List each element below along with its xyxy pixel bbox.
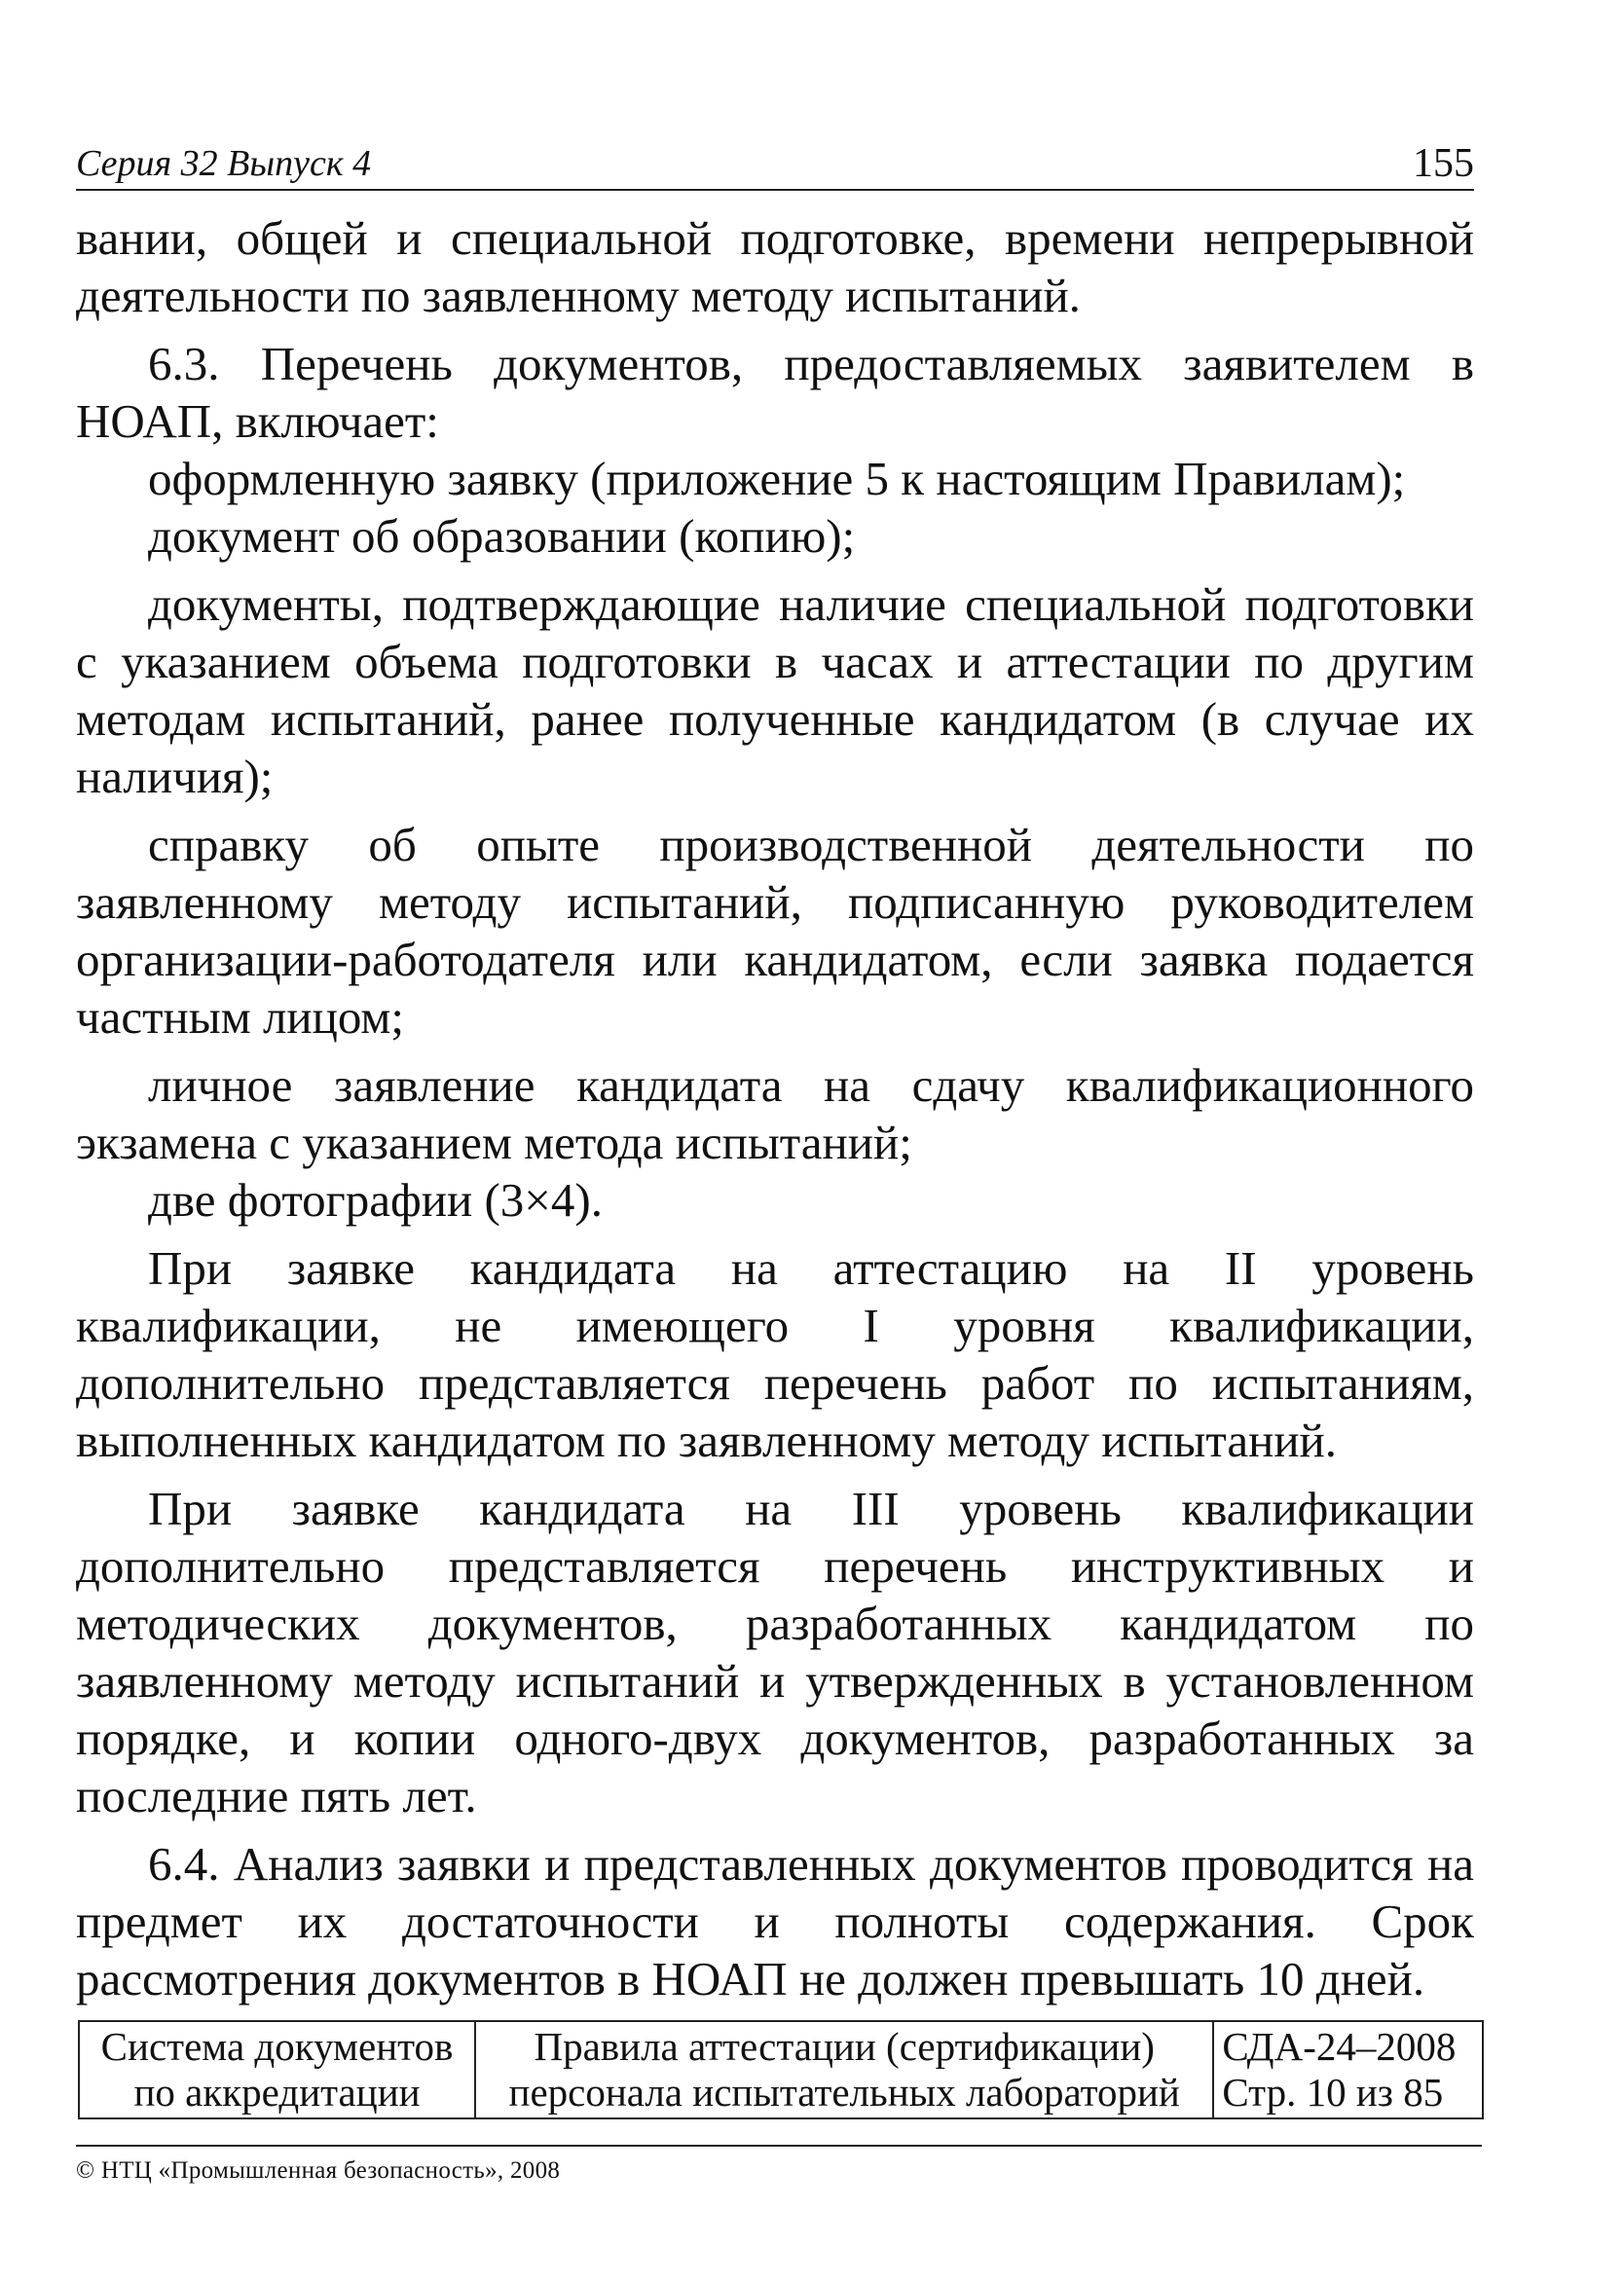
- list-item: две фотографии (3×4).: [148, 1173, 603, 1227]
- document-code: СДА-24–2008: [1222, 2024, 1457, 2069]
- paragraph-6-3: 6.3. Перечень документов, предоставляемых заявителем в НОАП, включает:: [76, 337, 1474, 448]
- paragraph-level-3: При заявке кандидата на III уровень квалификации дополнительно представляется перечень инструктивных и методических документов, разработанных кандидатом по заявленному методу испытаний и утвержденных в установленном порядке, и копии одного-двух документов, разработанных за последние пять лет.: [76, 1482, 1474, 1822]
- list-item: личное заявление кандидата на сдачу квалификационного экзамена с указанием метода испытаний;: [76, 1058, 1474, 1169]
- page-of-total: Стр. 10 из 85: [1222, 2070, 1444, 2115]
- document-footer-table: [78, 2020, 1484, 2119]
- series-title: Серия 32 Выпуск 4: [76, 143, 372, 184]
- body-text: [76, 209, 1474, 2007]
- document-title-line1: Правила аттестации (сертификации): [534, 2024, 1155, 2069]
- document-system-line1: Система документов: [100, 2024, 454, 2069]
- document-title-cell: [475, 2021, 1213, 2118]
- document-title-line2: персонала испытательных лабораторий: [508, 2070, 1180, 2115]
- list-item: документ об образовании (копию);: [148, 509, 856, 563]
- document-system-line2: по аккредитации: [133, 2070, 421, 2115]
- paragraph-continuation: вании, общей и специальной подготовке, времени непрерывной деятельности по заявленному методу испытаний.: [76, 211, 1474, 322]
- page-number: 155: [1413, 141, 1474, 186]
- paragraph-level-2: При заявке кандидата на аттестацию на II уровень квалификации, не имеющего I уровня квалификации, дополнительно представляется перечень работ по испытаниям, выполненных кандидатом по заявленному методу испытаний.: [76, 1241, 1474, 1467]
- list-item: справку об опыте производственной деятельности по заявленному методу испытаний, подписанную руководителем организации-работодателя или кандидатом, если заявка подается частным лицом;: [76, 818, 1474, 1044]
- copyright-notice: © НТЦ «Промышленная безопасность», 2008: [76, 2157, 561, 2184]
- running-header: [76, 134, 1474, 191]
- footer-divider: [76, 2145, 1482, 2147]
- document-system-cell: [79, 2021, 475, 2118]
- list-item: документы, подтверждающие наличие специальной подготовки с указанием объема подготовки в часах и аттестации по другим методам испытаний, ранее полученные кандидатом (в случае их наличия);: [76, 577, 1474, 803]
- paragraph-6-4: 6.4. Анализ заявки и представленных документов проводится на предмет их достаточности и полноты содержания. Срок рассмотрения документов в НОАП не должен превышать 10 дней.: [76, 1837, 1474, 2006]
- list-item: оформленную заявку (приложение 5 к настоящим Правилам);: [148, 452, 1406, 505]
- document-code-cell: [1213, 2021, 1483, 2118]
